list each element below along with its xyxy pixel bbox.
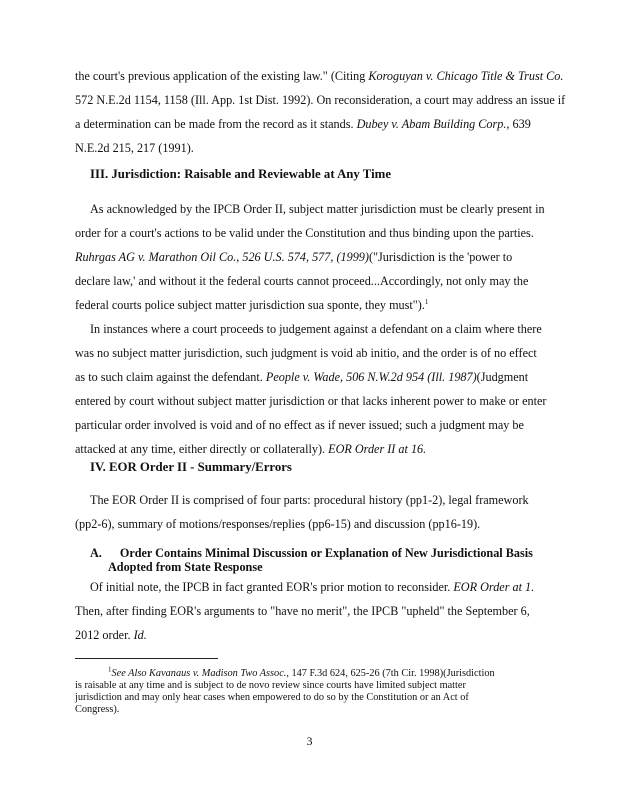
s3-p1-line-1: As acknowledged by the IPCB Order II, subject matter jurisdiction must be clearly present in [90,202,545,216]
record-citation: EOR Order at 1. [453,580,535,594]
footnote-divider [75,658,218,659]
s4-p1-line-2: (pp2-6), summary of motions/responses/replies (pp6-15) and discussion (pp16-19). [75,517,481,531]
s3-p2-line-2: was no subject matter jurisdiction, such judgment is void ab initio, and the order is of no effect [75,346,537,360]
footnote-line-2: is raisable at any time and is subject to de novo review since courts have limited subject matter [75,680,466,691]
intro-line-1: the court's previous application of the existing law." (Citing Koroguyan v. Chicago Title & Trust Co. [75,69,564,83]
intro-line-2: 572 N.E.2d 1154, 1158 (Ill. App. 1st Dist. 1992). On reconsideration, a court may address an issue if [75,93,566,107]
s4-p1-line-1: The EOR Order II is comprised of four parts: procedural history (pp1-2), legal framework [90,493,529,507]
footnote-line-1: $^1$See Also Kavanaus v. Madison Two Assoc., 147 F.3d 624, 625-26 (7th Cir. 1998)(Jurisdiction [108,665,495,679]
intro-line-3: a determination can be made from the record as it stands. Dubey v. Abam Building Corp., 639 [75,117,531,131]
s3-p1-line-5: federal courts police subject matter jurisdiction sua sponte, they must").$^1$ [75,297,429,312]
s3-p2-line-4: entered by court without subject matter jurisdiction or that lacks inherent power to make or enter [75,394,547,408]
page-number: 3 [306,734,313,748]
case-citation: Koroguyan v. Chicago Title & Trust Co. [368,69,564,83]
s4-p2-line-2: Then, after finding EOR's arguments to "have no merit", the IPCB "upheld" the September 6, [75,604,530,618]
s3-p2-line-6: attacked at any time, either directly or collaterally). EOR Order II at 16. [75,442,427,456]
subheading-label: A. [90,546,102,560]
footnote-number: 1 [108,665,112,674]
record-citation: Id. [133,628,147,642]
s4-p2-line-1: Of initial note, the IPCB in fact granted EOR's prior motion to reconsider. EOR Order at 1. [90,580,535,594]
s3-p1-line-4: declare law,' and without it the federal courts cannot proceed...Accordingly, not only may the [75,274,529,288]
s3-p2-line-1: In instances where a court proceeds to judgement against a defendant on a claim where there [90,322,542,336]
s3-p1-line-2: order for a court's actions to be valid under the Constitution and thus binding upon the parties. [75,226,534,240]
case-citation: Ruhrgas AG v. Marathon Oil Co., 526 U.S. 574, 577, (1999) [75,250,369,264]
section-heading-jurisdiction: III. Jurisdiction: Raisable and Reviewable at Any Time [90,167,391,181]
s3-p2-line-5: particular order involved is void and of no effect as if never issued; such a judgment may be [75,418,524,432]
s3-p1-line-3: Ruhrgas AG v. Marathon Oil Co., 526 U.S. 574, 577, (1999)("Jurisdiction is the 'power to [75,250,513,264]
s4-p2-line-3: 2012 order. Id. [75,628,147,642]
case-citation: People v. Wade, 506 N.W.2d 954 (Ill. 1987) [265,370,477,384]
footnote-line-4: Congress). [75,704,120,715]
s3-p2-line-3: as to such claim against the defendant. People v. Wade, 506 N.W.2d 954 (Ill. 1987)(Judgment [75,370,529,384]
subheading-text-2: Adopted from State Response [108,560,263,574]
intro-line-4: N.E.2d 215, 217 (1991). [75,141,194,155]
case-citation: Dubey v. Abam Building Corp. [356,117,507,131]
subheading-text-1: Order Contains Minimal Discussion or Explanation of New Jurisdictional Basis [119,546,533,560]
footnote-ref: 1 [424,297,429,306]
case-citation: See Also Kavanaus v. Madison Two Assoc. [111,668,287,679]
section-heading-summary-errors: IV. EOR Order II - Summary/Errors [90,460,292,474]
footnote-line-3: jurisdiction and may only hear cases when empowered to do so by the Constitution or an Act of [75,692,469,703]
subheading-a [90,546,533,574]
footnote [75,665,547,716]
record-citation: EOR Order II at 16. [328,442,427,456]
